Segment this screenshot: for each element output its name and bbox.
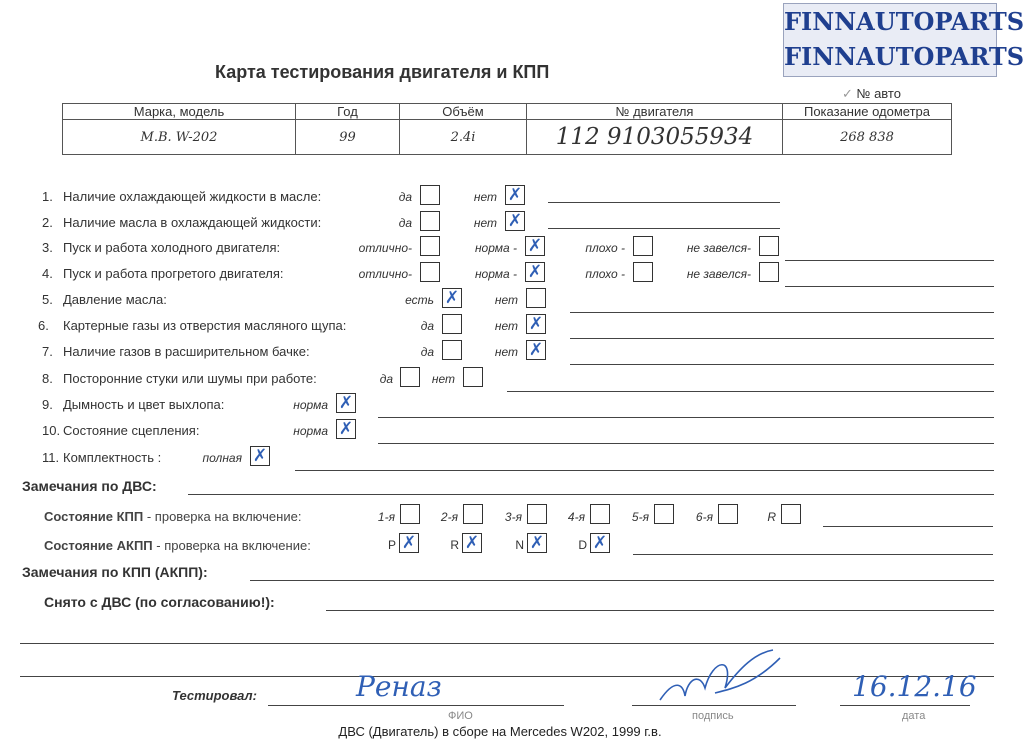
question-text: Наличие охлаждающей жидкости в масле: [63, 189, 322, 204]
col-header-engine-no: № двигателя [527, 104, 783, 120]
answer-line [570, 338, 994, 339]
option-label: отлично- [358, 241, 412, 255]
option-label: не завелся- [686, 241, 751, 255]
option-label: норма - [474, 241, 517, 255]
gear-checkbox[interactable] [527, 533, 547, 553]
signature-label: подпись [692, 710, 734, 722]
option-checkbox[interactable] [526, 314, 546, 334]
tester-name-handwriting: Реназ [356, 670, 442, 703]
answer-line [548, 228, 780, 229]
option-label: да [398, 190, 412, 204]
check-mark-icon: ✗ [529, 533, 545, 552]
finnautoparts-logo [783, 3, 1024, 77]
logo-text-2: FINNAUTOPARTS [784, 42, 1024, 71]
gear-label: R [767, 510, 776, 524]
question-number: 10. [42, 423, 61, 438]
option-checkbox[interactable] [442, 314, 462, 334]
question-number: 7. [42, 344, 53, 359]
question-text: Пуск и работа прогретого двигателя: [63, 266, 284, 281]
remarks-gearbox-line [250, 580, 994, 581]
question-number: 4. [42, 266, 53, 281]
option-checkbox[interactable] [463, 367, 483, 387]
option-checkbox[interactable] [420, 211, 440, 231]
option-label: нет [473, 190, 497, 204]
removed-label: Снято с ДВС (по согласованию!): [44, 594, 275, 610]
option-checkbox[interactable] [505, 185, 525, 205]
question-text: Наличие масла в охлаждающей жидкости: [63, 215, 322, 230]
question-text: Комплектность : [63, 450, 162, 465]
check-mark-icon: ✗ [528, 314, 544, 333]
option-checkbox[interactable] [505, 211, 525, 231]
check-mark-icon: ✗ [507, 185, 523, 204]
check-mark-icon: ✗ [527, 262, 543, 281]
vehicle-info-table [62, 103, 952, 155]
option-checkbox[interactable] [420, 262, 440, 282]
question-number: 11. [42, 450, 60, 465]
option-label: плохо - [585, 267, 625, 281]
check-mark-icon: ✗ [528, 340, 544, 359]
date-label: дата [902, 710, 926, 722]
answer-line [378, 443, 994, 444]
question-number: 1. [42, 189, 53, 204]
manual-gearbox-line [823, 526, 993, 527]
option-checkbox[interactable] [526, 288, 546, 308]
manual-gearbox-label: Состояние КПП - проверка на включение: [44, 509, 302, 524]
question-number: 8. [42, 371, 53, 386]
question-number: 5. [42, 292, 53, 307]
option-label: нет [494, 293, 518, 307]
value-year: 99 [296, 120, 400, 155]
date-handwriting: 16.12.16 [852, 670, 977, 703]
check-mark-icon: ✗ [401, 533, 417, 552]
option-label: нет [473, 216, 497, 230]
auto-gearbox-label: Состояние АКПП - проверка на включение: [44, 538, 311, 553]
option-label: да [379, 372, 393, 386]
removed-line [326, 610, 994, 611]
answer-line [507, 391, 994, 392]
check-mark-icon: ✗ [527, 236, 543, 255]
gear-checkbox[interactable] [400, 504, 420, 524]
gear-checkbox[interactable] [462, 533, 482, 553]
option-checkbox[interactable] [420, 185, 440, 205]
check-mark-icon: ✗ [592, 533, 608, 552]
col-header-make: Марка, модель [63, 104, 296, 120]
gear-label: N [515, 538, 524, 552]
answer-line [570, 312, 994, 313]
option-checkbox[interactable] [336, 419, 356, 439]
option-label: да [420, 345, 434, 359]
option-checkbox[interactable] [525, 236, 545, 256]
extra-line-1 [20, 643, 994, 644]
option-checkbox[interactable] [526, 340, 546, 360]
page-title: Карта тестирования двигателя и КПП [215, 62, 550, 82]
option-checkbox[interactable] [633, 262, 653, 282]
col-header-odometer: Показание одометра [783, 104, 952, 120]
value-make: M.B. W-202 [63, 120, 296, 155]
question-text: Состояние сцепления: [63, 423, 200, 438]
answer-line [785, 286, 994, 287]
tested-by-label: Тестировал: [172, 688, 257, 703]
gear-checkbox[interactable] [718, 504, 738, 524]
value-engine-no: 112 9103055934 [527, 120, 783, 155]
gear-checkbox[interactable] [590, 533, 610, 553]
gear-label: 5-я [631, 510, 649, 524]
gear-label: 6-я [695, 510, 713, 524]
option-label: норма - [474, 267, 517, 281]
gear-label: D [578, 538, 587, 552]
option-checkbox[interactable] [525, 262, 545, 282]
check-mark-icon: ✗ [252, 446, 268, 465]
option-label: отлично- [358, 267, 412, 281]
gear-label: R [450, 538, 459, 552]
answer-line [295, 470, 994, 471]
gear-label: 4-я [567, 510, 585, 524]
gear-checkbox[interactable] [463, 504, 483, 524]
option-checkbox[interactable] [759, 262, 779, 282]
option-label: нет [494, 319, 518, 333]
option-label: норма [293, 424, 328, 438]
logo-text-1: FINNAUTOPARTS [784, 7, 1024, 36]
option-label: да [420, 319, 434, 333]
option-label: нет [431, 372, 455, 386]
gear-checkbox[interactable] [590, 504, 610, 524]
check-mark-icon: ✗ [338, 393, 354, 412]
fio-line [268, 705, 564, 706]
answer-line [548, 202, 780, 203]
question-text: Картерные газы из отверстия масляного щупа: [63, 318, 347, 333]
no-auto-label: ✓ № авто [842, 86, 901, 101]
question-number: 9. [42, 397, 53, 412]
option-checkbox[interactable] [442, 288, 462, 308]
option-checkbox[interactable] [759, 236, 779, 256]
signature-scribble [655, 648, 785, 714]
gear-checkbox[interactable] [781, 504, 801, 524]
option-checkbox[interactable] [442, 340, 462, 360]
check-mark-icon: ✗ [444, 288, 460, 307]
remarks-engine-label: Замечания по ДВС: [22, 478, 157, 494]
col-header-volume: Объём [400, 104, 527, 120]
option-label: не завелся- [686, 267, 751, 281]
option-label: норма [293, 398, 328, 412]
value-odometer: 268 838 [783, 120, 952, 155]
date-line [840, 705, 970, 706]
option-label: полная [202, 451, 242, 465]
question-text: Давление масла: [63, 292, 167, 307]
question-number: 2. [42, 215, 53, 230]
gear-checkbox[interactable] [399, 533, 419, 553]
gear-label: P [387, 538, 396, 552]
option-checkbox[interactable] [250, 446, 270, 466]
option-label: плохо - [585, 241, 625, 255]
gear-checkbox[interactable] [527, 504, 547, 524]
col-header-year: Год [296, 104, 400, 120]
fio-label: ФИО [448, 710, 473, 722]
question-number: 6. [38, 318, 49, 333]
question-text: Дымность и цвет выхлопа: [63, 397, 225, 412]
option-checkbox[interactable] [336, 393, 356, 413]
question-text: Посторонние стуки или шумы при работе: [63, 371, 317, 386]
answer-line [785, 260, 994, 261]
option-label: нет [494, 345, 518, 359]
question-number: 3. [42, 240, 53, 255]
gear-label: 1-я [377, 510, 395, 524]
check-mark-icon: ✗ [464, 533, 480, 552]
remarks-gearbox-label: Замечания по КПП (АКПП): [22, 564, 208, 580]
image-caption: ДВС (Двигатель) в сборе на Mercedes W202, 1999 г.в. [338, 724, 662, 739]
remarks-engine-line [188, 494, 994, 495]
answer-line [378, 417, 994, 418]
option-checkbox[interactable] [633, 236, 653, 256]
value-volume: 2.4i [400, 120, 527, 155]
gear-label: 2-я [440, 510, 458, 524]
question-text: Наличие газов в расширительном бачке: [63, 344, 310, 359]
option-checkbox[interactable] [420, 236, 440, 256]
check-mark-icon: ✗ [507, 211, 523, 230]
check-mark-icon: ✗ [338, 419, 354, 438]
question-text: Пуск и работа холодного двигателя: [63, 240, 281, 255]
gear-checkbox[interactable] [654, 504, 674, 524]
gear-label: 3-я [504, 510, 522, 524]
auto-gearbox-line [633, 554, 993, 555]
answer-line [570, 364, 994, 365]
option-checkbox[interactable] [400, 367, 420, 387]
option-label: есть [405, 293, 434, 307]
option-label: да [398, 216, 412, 230]
